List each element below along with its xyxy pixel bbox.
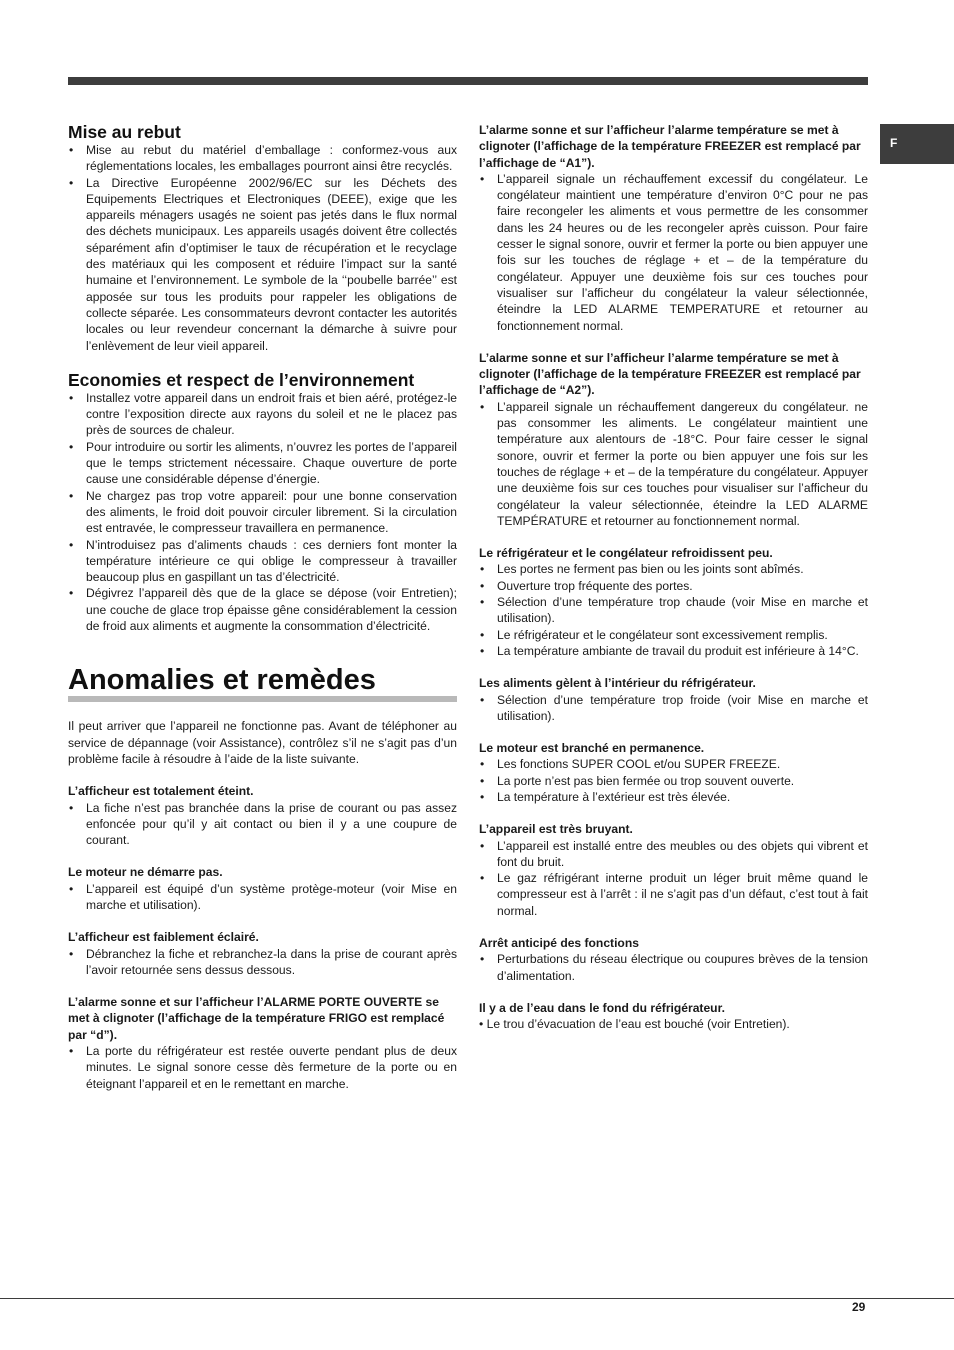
list-item: • Ne chargez pas trop votre appareil: pour une bonne conservation des aliments, le froid doit pouvoir circuler librement. Si la circulation est entravée, le compresseur travaillera en permanence.	[68, 488, 457, 537]
list-item: • L’appareil est installé entre des meubles ou des objets qui vibrent et font du bruit.	[479, 838, 868, 871]
language-tab: F	[880, 124, 954, 164]
list-item: • La fiche n’est pas branchée dans la prise de courant ou pas assez enfoncée pour qu’il y ait contact ou bien il y a une coupure de courant.	[68, 800, 457, 849]
list-item: • Le trou d’évacuation de l’eau est bouché (voir Entretien).	[479, 1017, 790, 1032]
issue-title: Le moteur ne démarre pas.	[68, 865, 223, 880]
issue-list	[479, 838, 868, 919]
issue-list	[479, 756, 868, 805]
issue-list	[479, 171, 868, 334]
list-item: • La Directive Européenne 2002/96/EC sur les Déchets des Equipements Electriques et Electroniques (DEEE), exige que les appareils ménagers usagés ne soient pas jetés dans le flux normal des déchets municipaux. Les appareils usagés doivent être collectés séparément afin d’optimiser le taux de récupération et le recyclage des matériaux qui les composent et réduire l’impact sur la santé humaine et l’environnement. Le symbole de la ‘‘poubelle barrée’’ est apposée sur tous les produits pour rappeler les obligations de collecte séparée. Les consommateurs devront contacter les autorités locales ou leur revendeur concernant la démarche à suivre pour l’enlèvement de leur vieil appareil.	[68, 175, 457, 354]
issue-title: L’alarme sonne et sur l’afficheur l’alarme température se met à clignoter (l’affichage de la température FREEZER est remplacé par l’affichage de “A2”).	[479, 350, 861, 398]
issue-list	[479, 692, 868, 725]
list-item: • Les portes ne ferment pas bien ou les joints sont abîmés.	[479, 561, 868, 577]
issue-title: L’appareil est très bruyant.	[479, 822, 633, 837]
issue-list	[68, 946, 457, 979]
issue-list	[479, 561, 868, 659]
list-item: • N’introduisez pas d’aliments chauds : ces derniers font monter la température intérieure ce qui oblige le compresseur à travailler beaucoup plus en gaspillant un tas d’électricité.	[68, 537, 457, 586]
issue-list	[479, 951, 868, 984]
issue-title: Arrêt anticipé des fonctions	[479, 936, 639, 951]
section-title-disposal: Mise au rebut	[68, 122, 181, 142]
issue-list	[68, 1043, 457, 1092]
list-item: • Mise au rebut du matériel d’emballage : conformez-vous aux réglementations locales, les emballages pourront ainsi être recyclés.	[68, 142, 457, 175]
list-item: • Pour introduire ou sortir les aliments, n’ouvrez les portes de l’appareil que le temps strictement nécessaire. Chaque ouverture de porte cause une considérable dépense d’énergie.	[68, 439, 457, 488]
section-title-economy: Economies et respect de l’environnement	[68, 369, 415, 390]
economy-list	[68, 390, 457, 634]
list-item: • Sélection d’une température trop froide (voir Mise en marche et utilisation).	[479, 692, 868, 725]
left-column	[68, 122, 457, 1092]
intro-paragraph: Il peut arriver que l’appareil ne fonctionne pas. Avant de téléphoner au service de dépannage (voir Assistance), contrôlez s’il ne s’agit pas d’un problème facile à résoudre à l’aide de la liste suivante.	[68, 719, 457, 766]
issue-title: Le réfrigérateur et le congélateur refroidissent peu.	[479, 546, 773, 561]
issue-list	[68, 800, 457, 849]
list-item: • La température ambiante de travail du produit est inférieure à 14°C.	[479, 643, 868, 659]
list-item: • La température à l’extérieur est très élevée.	[479, 789, 868, 805]
list-item: • Dégivrez l’appareil dès que de la glace se dépose (voir Entretien); une couche de glace trop épaisse gêne considérablement la cession de froid aux aliments et augmente la consommation d’électricité.	[68, 585, 457, 634]
issue-list	[479, 399, 868, 529]
footer-rule	[0, 1298, 954, 1299]
issue-list	[479, 1016, 868, 1032]
list-item: • L’appareil signale un réchauffement excessif du congélateur. Le congélateur maintient une température d’environ 0°C pour ne pas faire recongeler les aliments et vous permettre de les consommer dans les 24 heures ou de les recongeler après cuisson. Pour faire cesser le signal sonore, ouvrir et fermer la porte ou bien appuyer une fois sur les touches de réglage + et – de la température du congélateur. Appuyer une deuxième fois sur ces touches pour visualiser sur l’afficheur du congélateur la valeur sélectionnée, éteindre la LED ALARME TEMPERATURE et retourner au fonctionnement normal.	[479, 171, 868, 334]
list-item: • Le réfrigérateur et le congélateur sont excessivement remplis.	[479, 627, 868, 643]
list-item: • Les fonctions SUPER COOL et/ou SUPER FREEZE.	[479, 756, 868, 772]
list-item: • La porte n’est pas bien fermée ou trop souvent ouverte.	[479, 773, 868, 789]
list-item: • Ouverture trop fréquente des portes.	[479, 578, 868, 594]
page-number: 29	[852, 1300, 866, 1314]
disposal-list	[68, 142, 457, 354]
issue-title: Le moteur est branché en permanence.	[479, 741, 705, 756]
list-item: • L’appareil signale un réchauffement dangereux du congélateur. ne pas consommer les aliments. Le congélateur maintient une température aux alentours de -18°C. Pour faire cesser le signal sonore, ouvrir et fermer la porte ou bien appuyer une fois sur les touches de réglage + et – de la température du congélateur. Appuyer une deuxième fois sur ces touches pour visualiser sur l’afficheur du congélateur la valeur sélectionnée, éteindre la LED ALARME TEMPÉRATURE et retourner au fonctionnement normal.	[479, 399, 868, 529]
list-item: • La porte du réfrigérateur est restée ouverte pendant plus de deux minutes. Le signal sonore cesse dès fermeture de la porte ou en éteignant l’appareil et en le remettant en marche.	[68, 1043, 457, 1092]
list-item: • Débranchez la fiche et rebranchez-la dans la prise de courant après l’avoir retournée sens dessus dessous.	[68, 946, 457, 979]
issue-title: L’afficheur est totalement éteint.	[68, 784, 254, 799]
right-column	[479, 122, 868, 1033]
list-item: • L’appareil est équipé d’un système protège-moteur (voir Mise en marche et utilisation).	[68, 881, 457, 914]
issue-title: Les aliments gèlent à l’intérieur du réfrigérateur.	[479, 676, 756, 691]
issue-title: L’alarme sonne et sur l’afficheur l’alarme température se met à clignoter (l’affichage de la température FREEZER est remplacé par l’affichage de “A1”).	[479, 123, 861, 170]
issue-title: L’alarme sonne et sur l’afficheur l’ALARME PORTE OUVERTE se met à clignoter (l’affichage de la température FRIGO est remplacé par “d”).	[68, 995, 445, 1042]
header-rule	[68, 77, 868, 85]
issue-list	[68, 881, 457, 914]
issue-title: L’afficheur est faiblement éclairé.	[68, 930, 259, 945]
list-item: • Le gaz réfrigérant interne produit un léger bruit même quand le compresseur est à l’arrêt : il ne s’agit pas d’un défaut, c’est tout à fait normal.	[479, 870, 868, 919]
list-item: • Sélection d’une température trop chaude (voir Mise en marche et utilisation).	[479, 594, 868, 627]
issue-title: Il y a de l’eau dans le fond du réfrigérateur.	[479, 1000, 725, 1015]
list-item: • Perturbations du réseau électrique ou coupures brèves de la tension d’alimentation.	[479, 951, 868, 984]
list-item: • Installez votre appareil dans un endroit frais et bien aéré, protégez-le contre l’exposition directe aux rayons du soleil et ne le placez pas près de sources de chaleur.	[68, 390, 457, 439]
page-title: Anomalies et remèdes	[68, 664, 457, 702]
